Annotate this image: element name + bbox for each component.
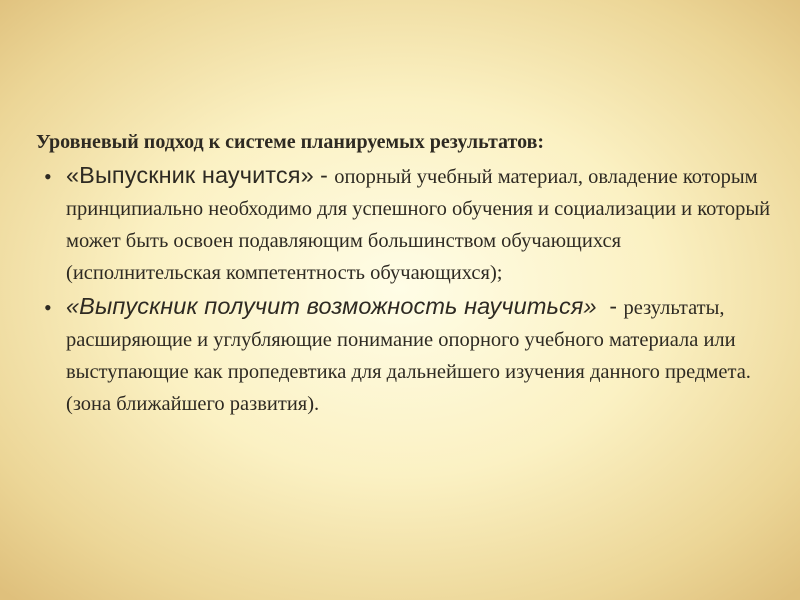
slide-heading: Уровневый подход к системе планируемых результатов: [36,131,545,153]
bullet-icon: • [44,295,52,320]
bullet-paragraph-2 [66,291,776,421]
bullet-dash-1: - [313,162,335,188]
bullet-item-2 [36,291,776,421]
bullet-icon: • [44,164,52,189]
bullet-lead-2: «Выпускник получит возможность научиться» [66,293,597,319]
bullet-paragraph-1 [66,160,776,290]
bullet-item-1 [36,160,776,290]
bullet-dash-2: - [596,293,624,319]
bullet-list [36,160,776,421]
slide-content [36,130,776,422]
bullet-lead-1: «Выпускник научится» [66,162,314,188]
bullet-text-1: опорный учебный материал, овладение которым принципиально необходимо для успешного обучения и социализации и который может быть освоен подавляющим большинством обучающихся (исполнительская компетентность обучающихся); [66,166,771,284]
bullet-text-2: результаты, расширяющие и углубляющие понимание опорного учебного материала или выступающие как пропедевтика для дальнейшего изучения данного предмета. (зона ближайшего развития). [66,297,751,415]
